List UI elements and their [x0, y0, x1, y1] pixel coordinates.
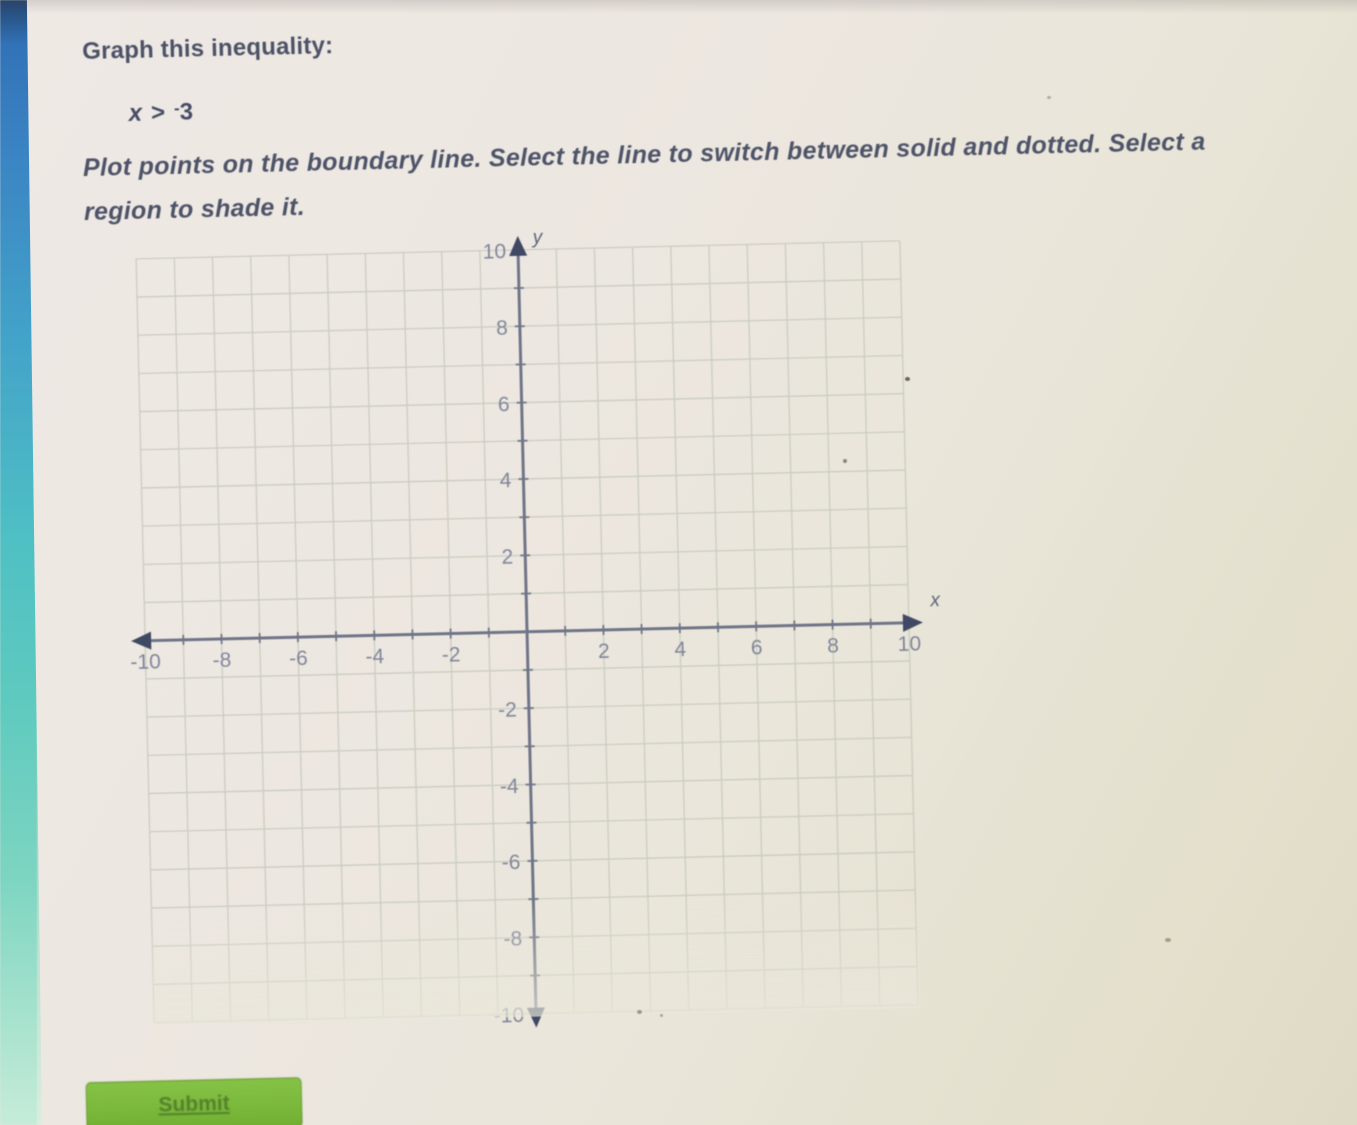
- inequality-value-number: 3: [179, 98, 194, 126]
- x-tick-label: -2: [441, 643, 461, 667]
- x-tick-label: 4: [674, 638, 687, 662]
- instructions-text: Plot points on the boundary line. Select the line to switch between solid and dotted. Select a region to shade it.: [82, 127, 1206, 227]
- dust-speck: [905, 377, 910, 381]
- y-tick-label: 6: [497, 392, 510, 417]
- x-tick-label: -6: [288, 646, 309, 671]
- inequality-operator: >: [150, 99, 166, 127]
- dust-speck: [660, 1014, 663, 1017]
- y-tick-label: -4: [499, 774, 519, 799]
- prompt-title: Graph this inequality:: [81, 32, 334, 66]
- inequality-expression: [128, 98, 193, 128]
- right-arrowhead: [903, 613, 923, 631]
- graph-canvas[interactable]: [100, 210, 970, 1070]
- y-tick-label: 2: [501, 545, 514, 569]
- submit-button[interactable]: Submit: [86, 1077, 303, 1125]
- dust-speck: [1165, 938, 1171, 942]
- x-tick-label: -4: [365, 645, 385, 669]
- grid-fade-overlay: [149, 890, 920, 1026]
- inequality-variable: x: [128, 99, 143, 127]
- axis-name-labels: [531, 218, 942, 620]
- coordinate-grid[interactable]: [100, 210, 970, 1070]
- y-tick-label: 8: [495, 316, 509, 340]
- y-axis-label: y: [532, 227, 543, 249]
- y-tick-label: 4: [499, 469, 512, 493]
- y-tick-label: -2: [497, 698, 518, 722]
- y-tick-label: -6: [501, 851, 521, 875]
- x-tick-label: 6: [750, 636, 763, 660]
- x-tick-label: 2: [597, 639, 611, 664]
- y-tick-label: 10: [482, 240, 507, 264]
- dust-speck: [1047, 96, 1051, 99]
- x-tick-label: -10: [130, 650, 162, 675]
- x-tick-label: 8: [826, 634, 840, 658]
- dust-speck: [637, 1010, 642, 1014]
- left-arrowhead: [131, 632, 151, 650]
- x-tick-label: 10: [897, 632, 922, 657]
- x-tick-label: -8: [212, 648, 232, 673]
- dust-speck: [843, 459, 847, 463]
- inequality-value-sign: -: [173, 98, 180, 118]
- up-arrowhead: [509, 236, 527, 256]
- x-axis-label: x: [930, 590, 941, 612]
